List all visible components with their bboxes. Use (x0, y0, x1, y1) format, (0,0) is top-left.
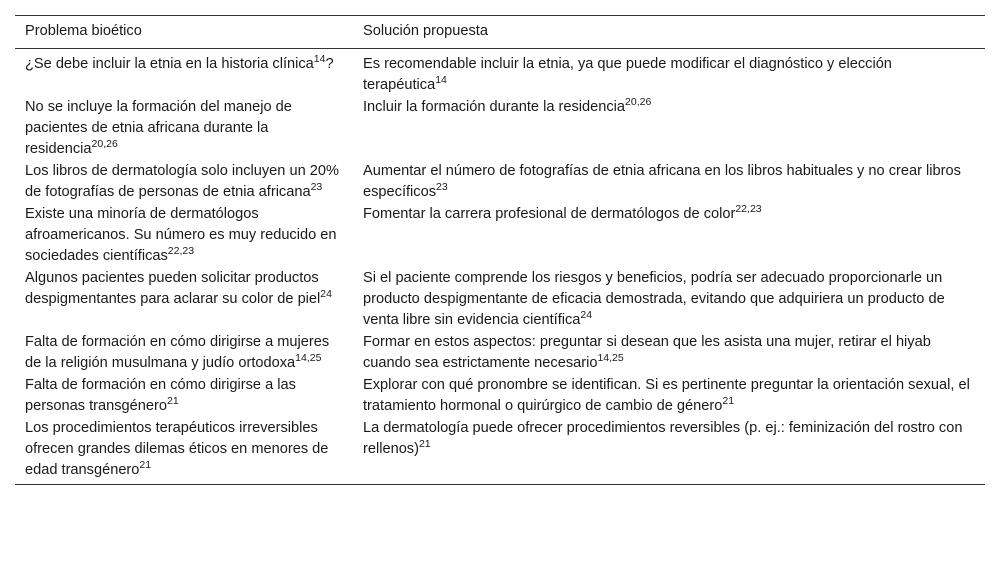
table-row (15, 204, 985, 268)
problem-text: Los libros de dermatología solo incluyen un 20% de fotografías de personas de etnia africana (25, 163, 339, 200)
problem-cell (15, 97, 353, 161)
table-header (15, 16, 985, 49)
solution-reference: 24 (580, 309, 593, 321)
solution-text: Incluir la formación durante la residencia (363, 99, 626, 115)
solution-reference: 21 (722, 395, 735, 407)
solution-cell (353, 97, 985, 161)
problem-reference: 21 (139, 459, 152, 471)
solution-reference: 23 (436, 181, 448, 193)
header-solution: Solución propuesta (363, 23, 488, 39)
problem-text: Algunos pacientes pueden solicitar productos despigmentantes para aclarar su color de piel (25, 270, 321, 307)
table-row (15, 268, 985, 332)
problem-reference: 14,25 (295, 352, 322, 364)
header-problem: Problema bioético (25, 23, 142, 39)
problem-reference: 21 (166, 395, 179, 407)
header-row (15, 16, 985, 49)
problem-cell (15, 268, 353, 332)
problem-text: No se incluye la formación del manejo de pacientes de etnia africana durante la residencia (25, 99, 292, 157)
solution-text: Explorar con qué pronombre se identifican. Si es pertinente preguntar la orientación sexual, el tratamiento hormonal o quirúrgico de cambio de género (363, 377, 970, 414)
problem-reference: 22,23 (167, 245, 195, 257)
table-body (15, 49, 985, 485)
problem-text: Los procedimientos terapéuticos irreversibles ofrecen grandes dilemas éticos en menores de edad transgénero (25, 420, 329, 478)
bioethics-table (15, 15, 985, 485)
problem-text: ¿Se debe incluir la etnia en la historia clínica (25, 56, 314, 72)
solution-cell (353, 332, 985, 375)
solution-cell (353, 375, 985, 418)
table-row (15, 97, 985, 161)
solution-text: Si el paciente comprende los riesgos y beneficios, podría ser adecuado proporcionarle un producto despigmentante de eficacia demostrada, evitando que adquiriera un producto de venta libre sin evidencia científica (363, 270, 945, 328)
problem-cell (15, 418, 353, 485)
solution-cell (353, 418, 985, 485)
problem-reference: 20,26 (91, 138, 118, 150)
solution-cell (353, 268, 985, 332)
solution-text: Formar en estos aspectos: preguntar si desean que les asista una mujer, retirar el hiyab cuando sea estrictamente necesario (363, 334, 931, 371)
table-row (15, 161, 985, 204)
solution-reference: 21 (418, 438, 431, 450)
problem-cell (15, 375, 353, 418)
problem-text: Falta de formación en cómo dirigirse a mujeres de la religión musulmana y judío ortodoxa (25, 334, 330, 371)
problem-text: Falta de formación en cómo dirigirse a las personas transgénero (25, 377, 296, 414)
problem-reference: 24 (320, 288, 332, 300)
table-row (15, 332, 985, 375)
problem-reference: 23 (310, 181, 323, 193)
problem-cell (15, 49, 353, 98)
solution-reference: 22,23 (735, 203, 762, 215)
solution-text: La dermatología puede ofrecer procedimientos reversibles (p. ej.: feminización del rostro con rellenos) (363, 420, 963, 457)
solution-reference: 14,25 (597, 352, 624, 364)
problem-cell (15, 161, 353, 204)
solution-reference: 14 (435, 74, 447, 86)
solution-reference: 20,26 (625, 96, 652, 108)
table-row (15, 49, 985, 98)
problem-reference: 14 (313, 53, 326, 65)
solution-cell (353, 204, 985, 268)
solution-text: Fomentar la carrera profesional de dermatólogos de color (363, 206, 736, 222)
table-row (15, 418, 985, 485)
problem-cell (15, 332, 353, 375)
solution-cell (353, 161, 985, 204)
table-row (15, 375, 985, 418)
solution-text: Es recomendable incluir la etnia, ya que puede modificar el diagnóstico y elección terapéutica (363, 56, 892, 93)
problem-text: Existe una minoría de dermatólogos afroamericanos. Su número es muy reducido en sociedades científicas (25, 206, 337, 264)
solution-text: Aumentar el número de fotografías de etnia africana en los libros habituales y no crear libros específicos (363, 163, 961, 200)
bioethics-table-container (15, 15, 985, 485)
problem-suffix: ? (325, 56, 334, 72)
problem-cell (15, 204, 353, 268)
solution-cell (353, 49, 985, 98)
